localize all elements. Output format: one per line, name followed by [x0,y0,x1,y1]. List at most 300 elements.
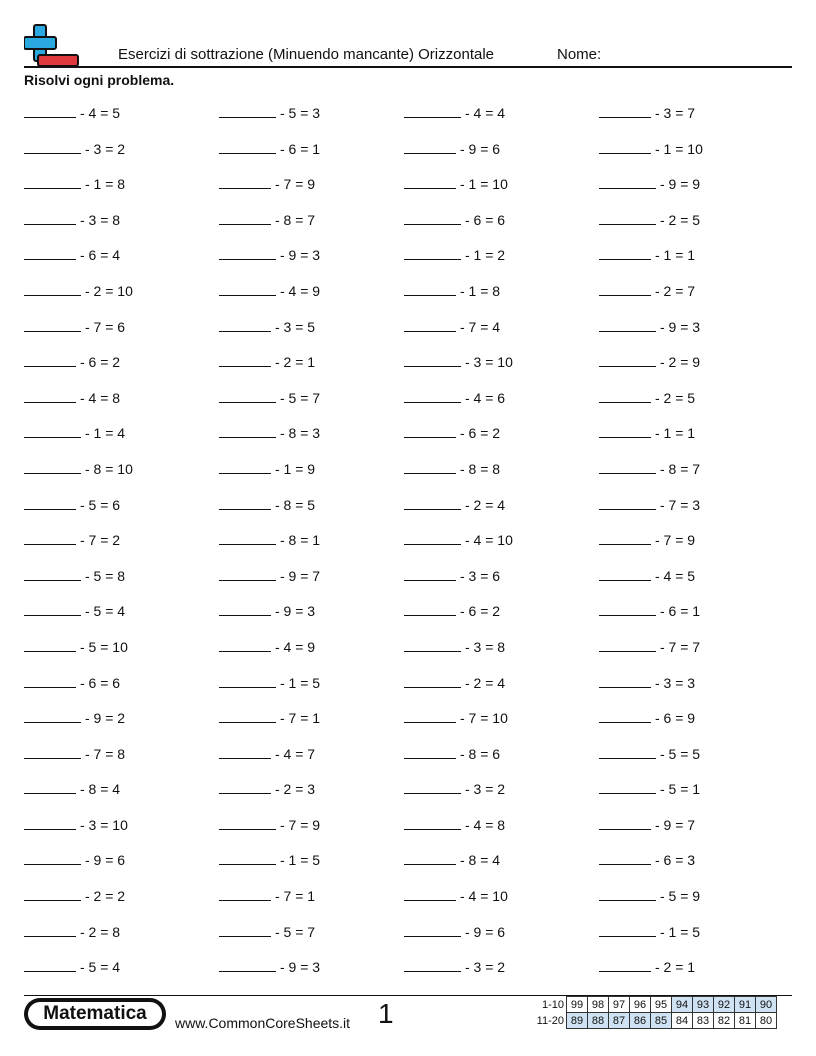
problem [599,387,695,406]
answer-blank[interactable] [404,885,456,901]
answer-blank[interactable] [599,600,656,616]
answer-blank[interactable] [599,102,651,118]
answer-blank[interactable] [219,173,271,189]
problem-row [24,205,794,241]
problem-text: - 5 = 7 [275,923,316,940]
problem-text: - 2 = 8 [80,923,121,940]
answer-blank[interactable] [219,814,276,830]
answer-blank[interactable] [599,244,651,260]
brand-label: Matematica [28,1002,162,1026]
problem [219,743,315,762]
problem-text: - 7 = 9 [655,532,696,549]
problem-text: - 6 = 6 [80,674,121,691]
problem-row [24,774,794,810]
problem-text: - 4 = 8 [80,389,121,406]
problem [219,387,320,406]
problem [599,636,700,655]
answer-blank[interactable] [599,387,651,403]
problem [404,743,500,762]
problem [24,743,125,762]
problem-text: - 7 = 7 [660,638,701,655]
problem [24,849,125,868]
problem [599,173,700,192]
answer-blank[interactable] [599,814,651,830]
problem [24,494,120,513]
problem [24,529,120,548]
problem-text: - 6 = 6 [465,211,506,228]
problem-text: - 3 = 7 [655,105,696,121]
answer-blank[interactable] [404,921,461,937]
problem-row [24,383,794,419]
problem [219,173,315,192]
problem [599,565,695,584]
score-cell: 83 [693,1013,714,1029]
score-cell: 94 [672,997,693,1013]
page-title: Esercizi di sottrazione (Minuendo mancante) Orizzontale [118,46,495,63]
problem [219,565,320,584]
problem [219,814,320,833]
problem-text: - 4 = 4 [465,105,506,121]
problem-row [24,276,794,312]
problem [219,636,315,655]
problem-row [24,845,794,881]
answer-blank[interactable] [219,778,271,794]
problem-text: - 3 = 5 [275,318,316,335]
problem [599,244,695,263]
problem-text: - 5 = 10 [80,638,128,655]
answer-blank[interactable] [599,351,656,367]
problem-text: - 4 = 5 [655,567,696,584]
problem [404,885,508,904]
problem [24,565,125,584]
problem [219,956,320,975]
score-row [530,1013,777,1029]
problem [219,138,320,157]
problem-text: - 9 = 3 [660,318,701,335]
answer-blank[interactable] [599,173,656,189]
score-range-label: 1-10 [541,998,564,1011]
answer-blank[interactable] [219,244,276,260]
score-cell: 88 [588,1013,609,1029]
answer-blank[interactable] [24,138,81,154]
answer-blank[interactable] [404,636,461,652]
answer-blank[interactable] [599,743,656,759]
problem [219,209,315,228]
problem-text: - 5 = 9 [660,888,701,905]
problem-text: - 9 = 7 [655,816,696,833]
answer-blank[interactable] [219,529,276,545]
problem [24,316,125,335]
problem-row [24,668,794,704]
answer-blank[interactable] [599,778,656,794]
answer-blank[interactable] [219,280,276,296]
answer-blank[interactable] [24,956,76,972]
answer-blank[interactable] [219,849,276,865]
problem-text: - 1 = 9 [275,460,316,477]
problem [599,316,700,335]
answer-blank[interactable] [599,422,651,438]
answer-blank[interactable] [404,173,456,189]
problem-row [24,525,794,561]
problem [599,102,695,121]
problem [404,351,513,370]
problem [24,102,120,121]
problem-text: - 9 = 3 [280,247,321,264]
answer-blank[interactable] [24,672,76,688]
problem-text: - 2 = 3 [275,781,316,798]
problem [219,672,320,691]
problem-text: - 4 = 7 [275,745,316,762]
answer-blank[interactable] [219,494,271,510]
problem-row [24,703,794,739]
name-label: Nome: [557,46,602,63]
answer-blank[interactable] [24,280,81,296]
problem-text: - 4 = 8 [465,816,506,833]
problem-text: - 9 = 2 [85,710,126,727]
answer-blank[interactable] [404,814,461,830]
problem [24,422,125,441]
problem-text: - 9 = 7 [280,567,321,584]
problem-text: - 6 = 2 [460,425,501,442]
problem [404,565,500,584]
problem [404,387,505,406]
problem [24,458,133,477]
problem-text: - 6 = 3 [655,852,696,869]
problem-text: - 4 = 9 [280,282,321,299]
answer-blank[interactable] [599,956,651,972]
problem [219,102,320,121]
problem [24,138,125,157]
answer-blank[interactable] [24,422,81,438]
answer-blank[interactable] [24,565,81,581]
answer-blank[interactable] [404,351,461,367]
problem [599,458,700,477]
problem-text: - 6 = 2 [80,354,121,371]
problem [219,316,315,335]
problem-text: - 8 = 4 [80,781,121,798]
problem-text: - 4 = 9 [275,638,316,655]
answer-blank[interactable] [219,316,271,332]
answer-blank[interactable] [599,458,656,474]
problem [599,280,695,299]
score-cell: 81 [735,1013,756,1029]
problem-text: - 3 = 8 [80,211,121,228]
problem [599,529,695,548]
answer-blank[interactable] [219,885,271,901]
answer-blank[interactable] [24,458,81,474]
answer-blank[interactable] [404,244,461,260]
answer-blank[interactable] [219,102,276,118]
answer-blank[interactable] [219,921,271,937]
answer-blank[interactable] [24,351,76,367]
score-cell: 90 [756,997,777,1013]
answer-blank[interactable] [24,494,76,510]
answer-blank[interactable] [404,316,456,332]
problem-text: - 2 = 1 [655,959,696,976]
problem-text: - 6 = 1 [280,140,321,157]
problem [24,814,128,833]
answer-blank[interactable] [219,209,271,225]
problem-row [24,632,794,668]
problem-text: - 1 = 1 [655,425,696,442]
answer-blank[interactable] [404,494,461,510]
problem-text: - 4 = 10 [460,888,508,905]
answer-blank[interactable] [24,814,76,830]
answer-blank[interactable] [24,209,76,225]
problem-text: - 9 = 9 [660,176,701,193]
problem-text: - 5 = 3 [280,105,321,121]
answer-blank[interactable] [404,458,456,474]
answer-blank[interactable] [404,422,456,438]
answer-blank[interactable] [599,316,656,332]
score-cell: 97 [609,997,630,1013]
problem [404,707,508,726]
problem-text: - 1 = 5 [280,674,321,691]
answer-blank[interactable] [599,565,651,581]
problem [599,138,703,157]
answer-blank[interactable] [219,351,271,367]
answer-blank[interactable] [404,280,456,296]
problem [404,600,500,619]
problem-text: - 8 = 7 [275,211,316,228]
problem [599,422,695,441]
problem-text: - 9 = 6 [460,140,501,157]
problem-row [24,240,794,276]
problem [404,458,500,477]
problem-text: - 1 = 5 [660,923,701,940]
problem-text: - 2 = 2 [85,888,126,905]
problem [404,138,500,157]
problem [404,173,508,192]
answer-blank[interactable] [24,707,81,723]
answer-blank[interactable] [599,138,651,154]
problem-text: - 5 = 5 [660,745,701,762]
problem-row [24,739,794,775]
instructions: Risolvi ogni problema. [24,72,175,88]
answer-blank[interactable] [219,743,271,759]
problem-text: - 7 = 1 [275,888,316,905]
page-number: 1 [378,998,394,1029]
answer-blank[interactable] [599,209,656,225]
problem-row [24,952,794,988]
problem [404,956,505,975]
problem [404,778,505,797]
problem [219,494,315,513]
problem-grid [24,98,794,988]
answer-blank[interactable] [24,885,81,901]
answer-blank[interactable] [24,102,76,118]
answer-blank[interactable] [404,600,456,616]
problem [24,778,120,797]
answer-blank[interactable] [599,672,651,688]
answer-blank[interactable] [404,529,461,545]
problem-text: - 4 = 6 [465,389,506,406]
problem-row [24,454,794,490]
answer-blank[interactable] [219,138,276,154]
problem-text: - 7 = 3 [660,496,701,513]
header-divider [24,66,792,68]
problem-text: - 7 = 10 [460,710,508,727]
score-cell: 95 [651,997,672,1013]
answer-blank[interactable] [24,244,76,260]
problem-text: - 7 = 9 [280,816,321,833]
answer-blank[interactable] [24,600,81,616]
problem-row [24,169,794,205]
problem-text: - 5 = 7 [280,389,321,406]
problem [404,209,505,228]
problem-text: - 7 = 4 [460,318,501,335]
answer-blank[interactable] [404,743,456,759]
problem-text: - 1 = 5 [280,852,321,869]
answer-blank[interactable] [219,600,271,616]
score-cell: 98 [588,997,609,1013]
problem [24,600,125,619]
problem [599,743,700,762]
answer-blank[interactable] [24,316,81,332]
problem [599,600,700,619]
answer-blank[interactable] [219,956,276,972]
problem [599,351,700,370]
problem [404,280,500,299]
problem [404,814,505,833]
answer-blank[interactable] [599,529,651,545]
answer-blank[interactable] [404,138,456,154]
problem [599,956,695,975]
problem-text: - 5 = 1 [660,781,701,798]
problem-row [24,810,794,846]
problem-text: - 3 = 10 [465,354,513,371]
problem-text: - 9 = 3 [275,603,316,620]
answer-blank[interactable] [404,778,461,794]
problem-row [24,98,794,134]
problem-row [24,917,794,953]
problem-row [24,490,794,526]
answer-blank[interactable] [599,636,656,652]
answer-blank[interactable] [404,707,456,723]
answer-blank[interactable] [404,387,461,403]
problem-text: - 9 = 3 [280,959,321,976]
problem [24,387,120,406]
problem [404,494,505,513]
answer-blank[interactable] [404,565,456,581]
problem-row [24,418,794,454]
problem-text: - 8 = 6 [460,745,501,762]
problem [24,707,125,726]
problem [599,921,700,940]
problem-row [24,561,794,597]
problem [24,244,120,263]
problem [404,529,513,548]
answer-blank[interactable] [219,636,271,652]
problem-text: - 7 = 9 [275,176,316,193]
problem-row [24,881,794,917]
problem [24,280,133,299]
problem-text: - 7 = 1 [280,710,321,727]
problem-text: - 1 = 1 [655,247,696,264]
problem-text: - 4 = 10 [465,532,513,549]
answer-blank[interactable] [24,921,76,937]
problem-text: - 1 = 10 [655,140,703,157]
score-cell: 85 [651,1013,672,1029]
answer-blank[interactable] [219,387,276,403]
answer-blank[interactable] [219,672,276,688]
answer-blank[interactable] [24,778,76,794]
problem-text: - 5 = 4 [85,603,126,620]
answer-blank[interactable] [404,209,461,225]
answer-blank[interactable] [599,494,656,510]
problem-text: - 9 = 6 [465,923,506,940]
score-cell: 80 [756,1013,777,1029]
problem [24,885,125,904]
problem [404,102,505,121]
answer-blank[interactable] [599,921,656,937]
problem-row [24,312,794,348]
problem [24,921,120,940]
problem [404,849,500,868]
problem [599,814,695,833]
problem [219,600,315,619]
answer-blank[interactable] [24,849,81,865]
answer-blank[interactable] [219,707,276,723]
answer-blank[interactable] [404,102,461,118]
problem-text: - 3 = 8 [465,638,506,655]
answer-blank[interactable] [24,636,76,652]
answer-blank[interactable] [404,956,461,972]
score-cell: 82 [714,1013,735,1029]
problem-text: - 9 = 6 [85,852,126,869]
problem [599,778,700,797]
problem-text: - 5 = 4 [80,959,121,976]
problem-text: - 6 = 2 [460,603,501,620]
problem-text: - 2 = 5 [660,211,701,228]
problem-text: - 6 = 9 [655,710,696,727]
problem-text: - 3 = 2 [465,781,506,798]
problem-text: - 1 = 4 [85,425,126,442]
problem-text: - 7 = 8 [85,745,126,762]
score-cell: 87 [609,1013,630,1029]
answer-blank[interactable] [24,387,76,403]
problem-row [24,134,794,170]
answer-blank[interactable] [24,173,81,189]
problem [24,351,120,370]
problem-text: - 2 = 4 [465,496,506,513]
answer-blank[interactable] [599,707,651,723]
score-cell: 96 [630,997,651,1013]
answer-blank[interactable] [24,743,81,759]
problem-row [24,347,794,383]
problem-text: - 8 = 4 [460,852,501,869]
problem-text: - 8 = 10 [85,460,133,477]
answer-blank[interactable] [219,458,271,474]
score-cell: 91 [735,997,756,1013]
problem-text: - 3 = 10 [80,816,128,833]
answer-blank[interactable] [599,280,651,296]
answer-blank[interactable] [599,849,651,865]
answer-blank[interactable] [24,529,76,545]
answer-blank[interactable] [219,565,276,581]
problem-text: - 1 = 8 [460,282,501,299]
problem-text: - 1 = 2 [465,247,506,264]
problem [219,921,315,940]
score-cell: 92 [714,997,735,1013]
answer-blank[interactable] [599,885,656,901]
brand-badge [24,998,166,1030]
answer-blank[interactable] [404,849,456,865]
problem [24,956,120,975]
answer-blank[interactable] [404,672,461,688]
problem-text: - 3 = 2 [465,959,506,976]
answer-blank[interactable] [219,422,276,438]
